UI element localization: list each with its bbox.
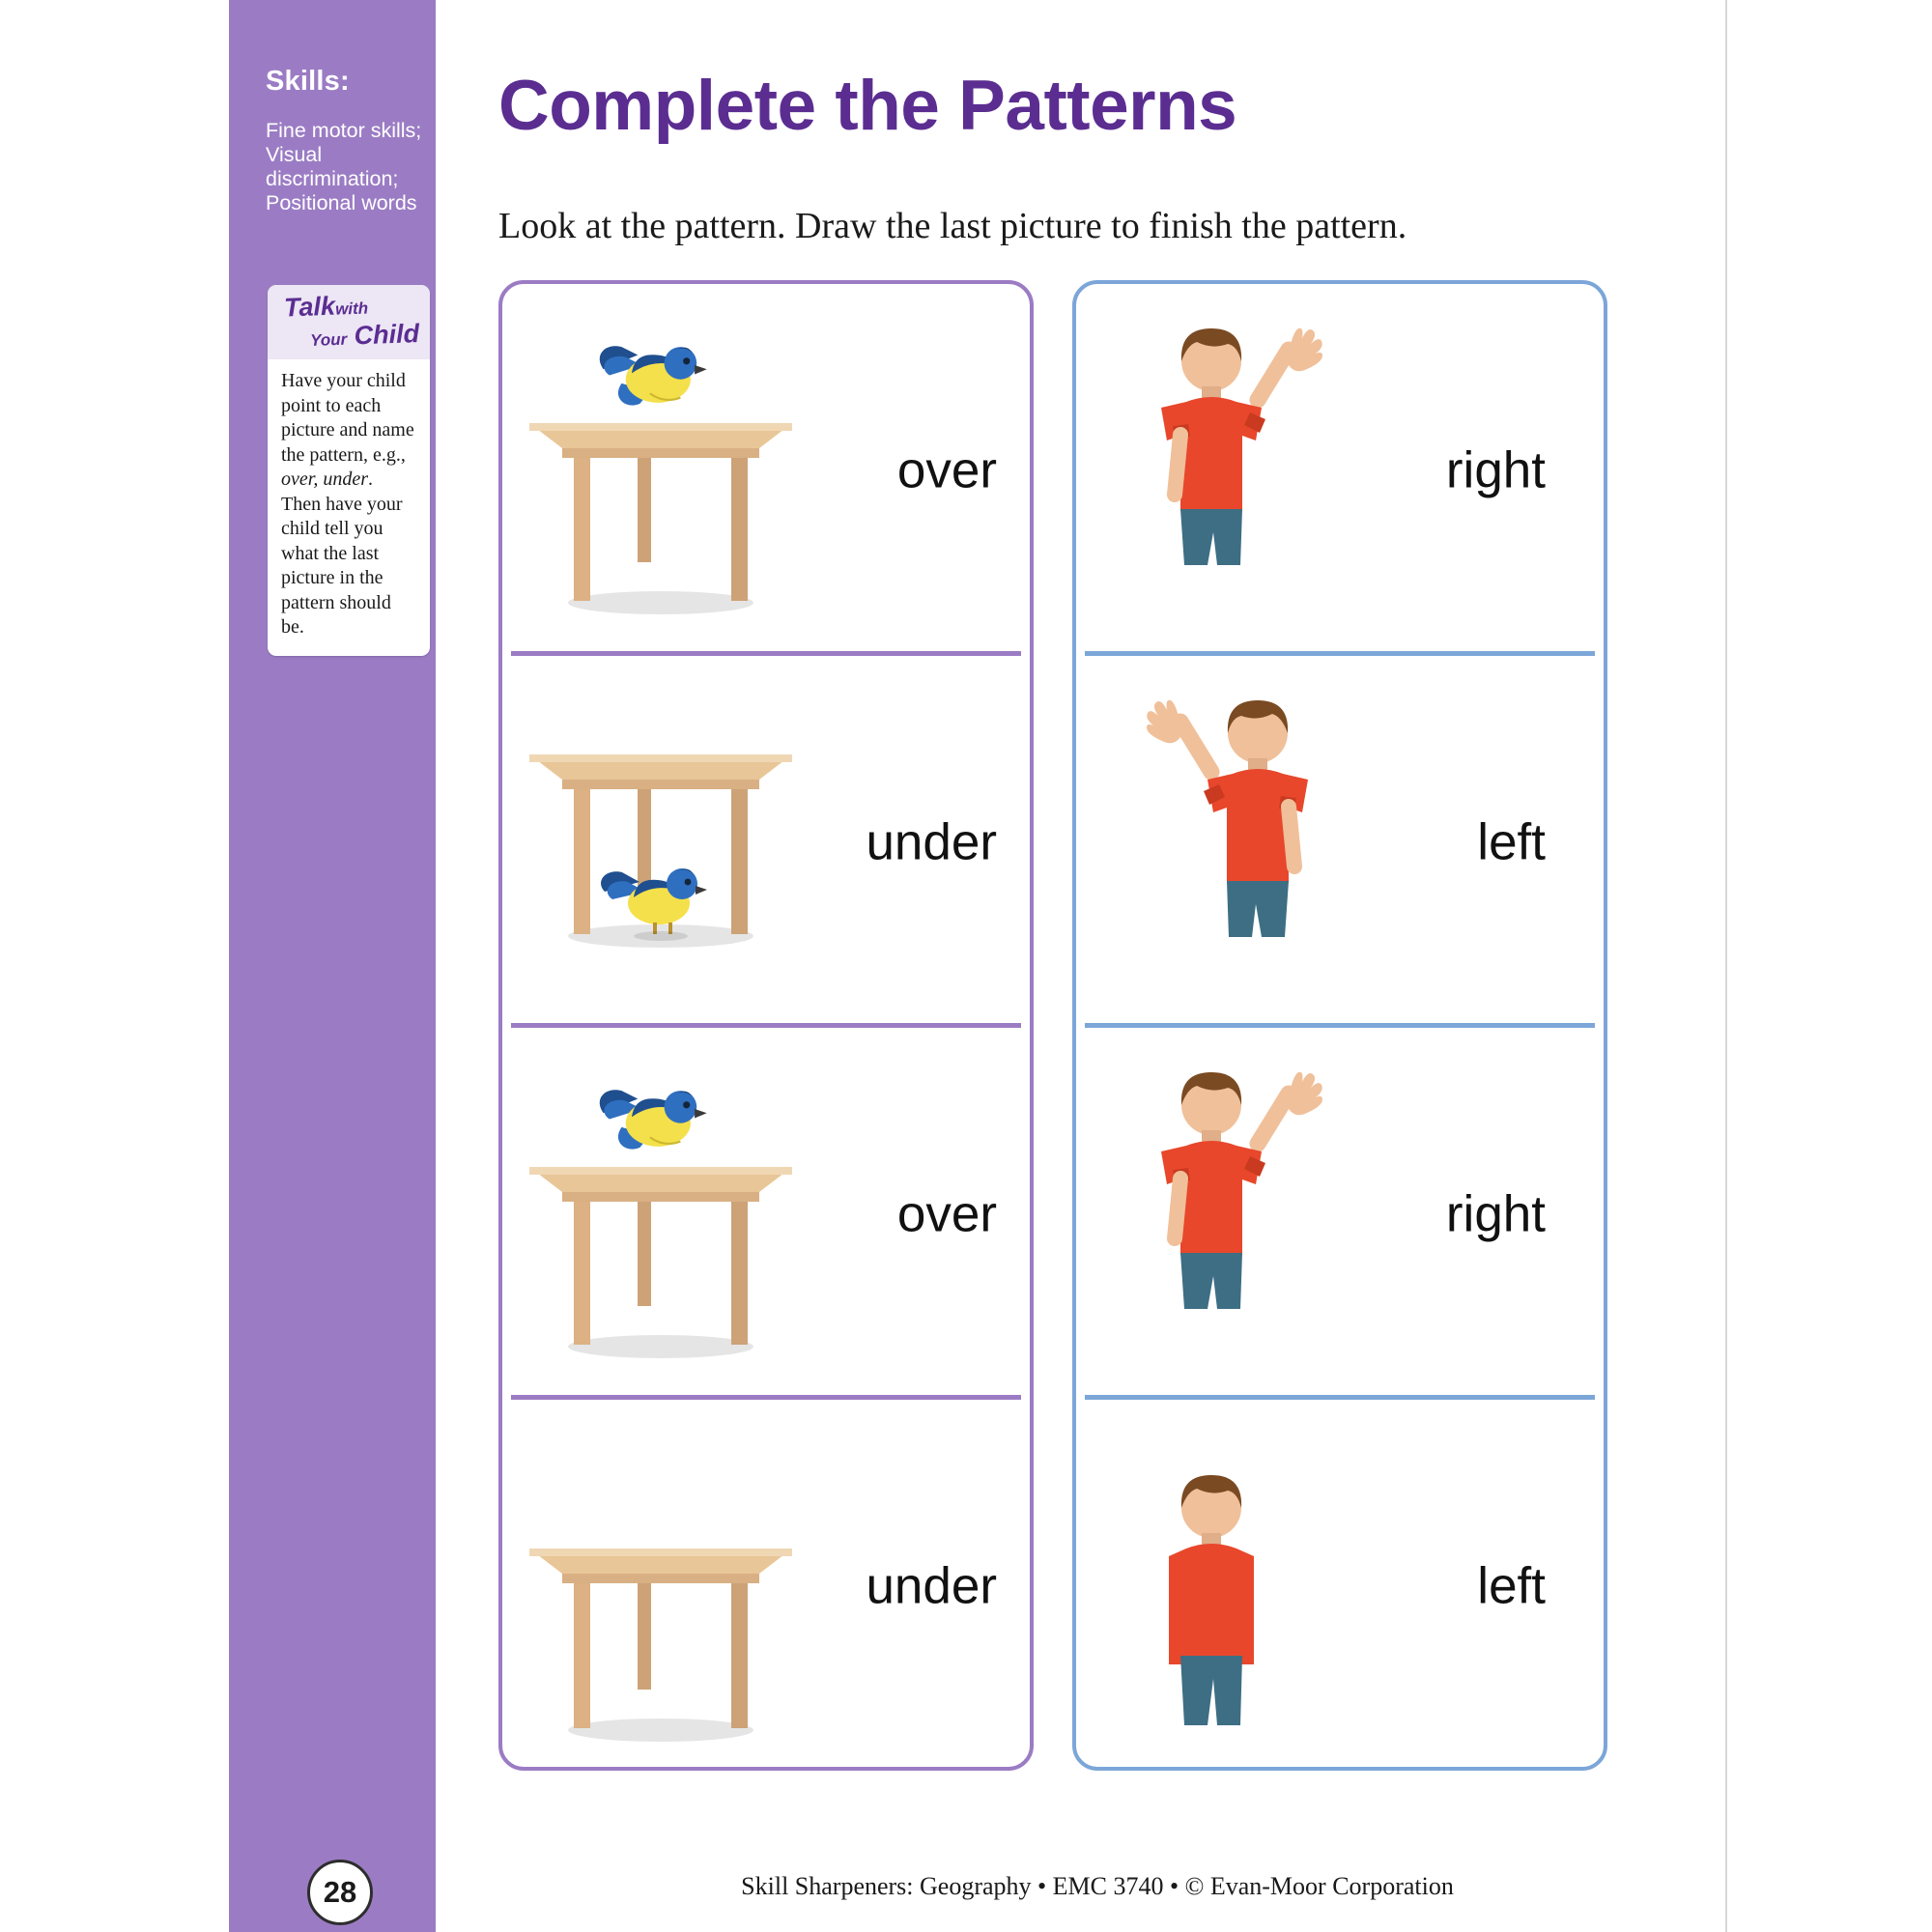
- table-only-art: [516, 1400, 806, 1772]
- pattern-row: [1076, 656, 1604, 1028]
- page-number: 28: [307, 1860, 373, 1925]
- talk-with-your-child-box: [268, 285, 430, 656]
- bird-under-table-art: [516, 656, 806, 1028]
- pattern-row: [502, 1028, 1030, 1400]
- pattern-label: under: [866, 813, 997, 870]
- pattern-label: right: [1445, 441, 1546, 498]
- boy-arms-down-art: [1090, 1400, 1379, 1772]
- pattern-row: [1076, 1028, 1604, 1400]
- bird-over-table-art: [516, 284, 806, 656]
- talk-box-body: [268, 359, 430, 656]
- talk-title-child: Child: [354, 319, 420, 351]
- talk-box-title-line1: [283, 290, 368, 323]
- pattern-row: [502, 284, 1030, 656]
- pattern-label: under: [866, 1557, 997, 1614]
- pattern-label: left: [1477, 1557, 1546, 1614]
- talk-box-header: [268, 285, 430, 359]
- talk-title-talk: Talk: [283, 291, 336, 323]
- talk-title-your: Your: [309, 329, 348, 350]
- instructions-text: Look at the pattern. Draw the last picture to finish the pattern.: [498, 206, 1407, 246]
- talk-box-title-line2: [309, 319, 419, 353]
- pattern-panel-birds: [498, 280, 1034, 1771]
- pattern-row-answer[interactable]: [502, 1400, 1030, 1772]
- talk-title-with: with: [334, 298, 369, 319]
- pattern-panel-arms: [1072, 280, 1607, 1771]
- pattern-row: [502, 656, 1030, 1028]
- talk-body-italic: over, under: [281, 469, 368, 490]
- pattern-row: [1076, 284, 1604, 656]
- pattern-label: over: [896, 441, 997, 498]
- bird-over-table-art: [516, 1028, 806, 1400]
- pattern-row-answer[interactable]: [1076, 1400, 1604, 1772]
- boy-right-arm-up-art: [1090, 1028, 1379, 1400]
- skills-text: Fine motor skills; Visual discrimination; Positional words: [266, 119, 422, 214]
- pattern-label: left: [1477, 813, 1546, 870]
- talk-body-after: . Then have your child tell you what the last picture in the pattern should be.: [281, 469, 403, 638]
- skills-heading: Skills:: [266, 66, 350, 97]
- talk-body-before: Have your child point to each picture and name the pattern, e.g.,: [281, 370, 414, 466]
- page-edge-rule: [1725, 0, 1727, 1932]
- pattern-label: over: [896, 1185, 997, 1242]
- footer-credit: Skill Sharpeners: Geography • EMC 3740 • © Evan-Moor Corporation: [741, 1872, 1454, 1900]
- boy-right-arm-up-art: [1090, 284, 1379, 656]
- page-title: Complete the Patterns: [498, 67, 1237, 145]
- pattern-label: right: [1445, 1185, 1546, 1242]
- boy-left-arm-up-art: [1090, 656, 1379, 1028]
